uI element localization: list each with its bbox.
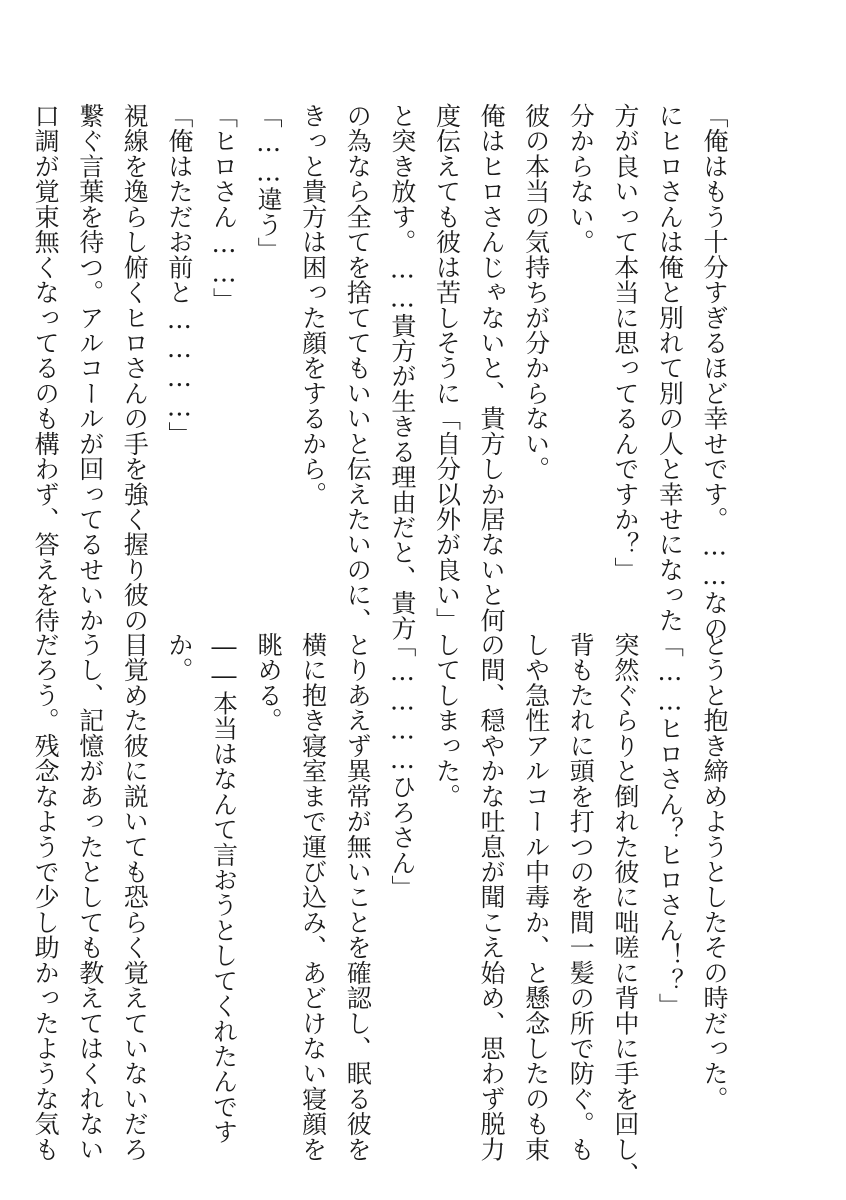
text-line: とうと抱き締めようとしたその時だった。 (700, 632, 729, 1112)
text-line: だろう。残念なようで少し助かったような気も (31, 632, 61, 1162)
text-line: 度伝えても彼は苦しそうに「自分以外が良い」 (432, 103, 462, 633)
upper-text-block (23, 103, 737, 641)
text-line: 「…………ひろさん」 (387, 632, 417, 901)
text-line: うし、記憶があったとしても教えてはくれない (75, 632, 105, 1162)
text-line: 目覚めた彼に説いても恐らく覚えていないだろ (120, 632, 150, 1162)
text-line: 眺める。 (254, 632, 284, 733)
text-line: 繋ぐ言葉を待つ。アルコールが回ってるせいか (75, 103, 105, 633)
text-line: 背もたれに頭を打つのを間一髪の所で防ぐ。も (566, 632, 596, 1162)
text-line: か。 (164, 632, 194, 683)
text-line: 視線を逸らし俯くヒロさんの手を強く握り彼の (120, 103, 150, 633)
text-line: きっと貴方は困った顔をするから。 (298, 103, 328, 507)
text-line: 「……ヒロさん？ヒロさん！？」 (655, 632, 685, 1019)
text-line: 横に抱き寝室まで運び込み、あどけない寝顔を (298, 632, 328, 1162)
text-line: と突き放す。……貴方が生きる理由だと、貴方 (387, 103, 417, 641)
text-line: 「ヒロさん……」 (209, 103, 239, 313)
text-line: の間、穏やかな吐息が聞こえ始め、思わず脱力 (477, 632, 507, 1162)
text-line: しや急性アルコール中毒か、と懸念したのも束 (521, 632, 551, 1162)
text-line: とりあえず異常が無いことを確認し、眠る彼を (343, 632, 373, 1162)
text-line: ――本当はなんて言おうとしてくれたんです (209, 632, 239, 1145)
text-line: 彼の本当の気持ちが分からない。 (521, 103, 551, 482)
text-line: 方が良いって本当に思ってるんですか？」 (610, 103, 640, 583)
text-line: の為なら全てを捨ててもいいと伝えたいのに、 (343, 103, 373, 633)
text-line: 「……違う」 (254, 103, 284, 263)
text-line: にヒロさんは俺と別れて別の人と幸せになった (655, 103, 685, 633)
text-line: 突然ぐらりと倒れた彼に咄嗟に背中に手を回し、 (610, 632, 640, 1187)
text-line: 俺はヒロさんじゃないと、貴方しか居ないと何 (477, 103, 507, 633)
text-line: 分からない。 (566, 103, 596, 255)
lower-text-block (23, 632, 737, 1187)
text-line: 「俺はただお前と…………」 (164, 103, 194, 447)
text-line: 口調が覚束無くなってるのも構わず、答えを待 (31, 103, 61, 633)
text-line: してしまった。 (432, 632, 462, 809)
text-line: 「俺はもう十分すぎるほど幸せです。……なの (700, 103, 729, 641)
